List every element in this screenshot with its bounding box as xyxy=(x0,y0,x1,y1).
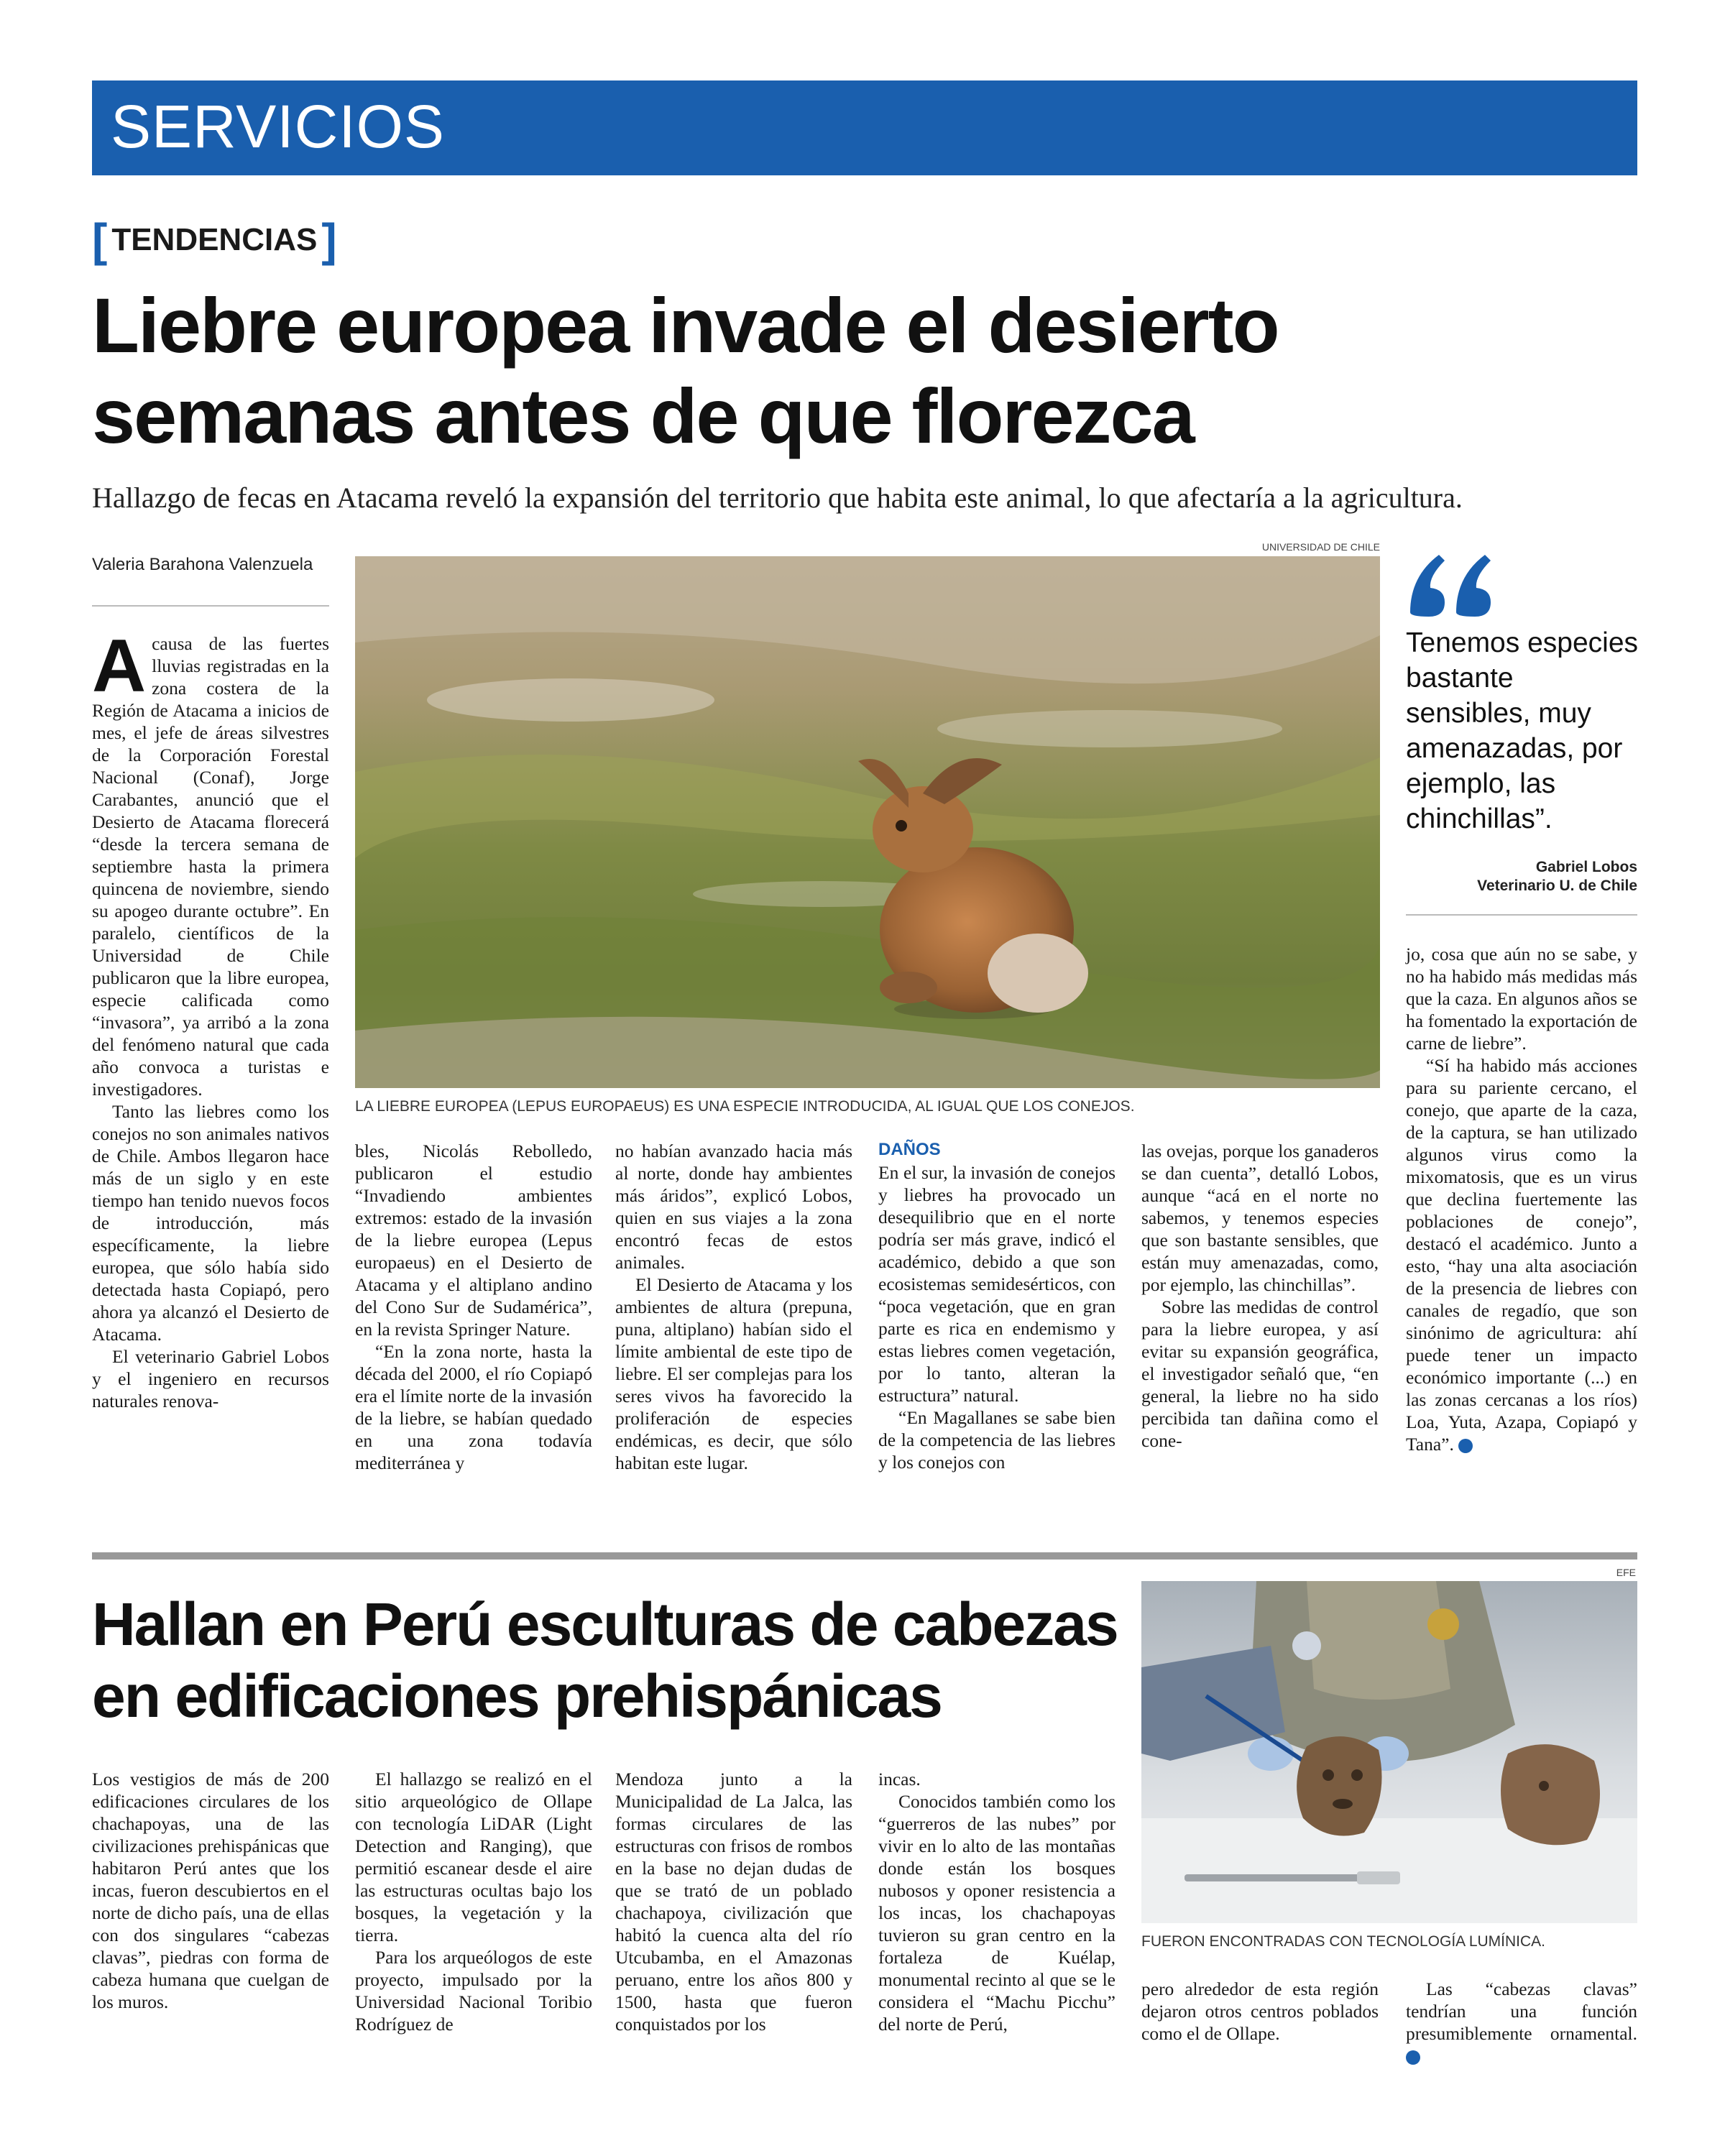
section-subtitle: DAÑOS xyxy=(878,1140,941,1159)
article1-paragraph: Acausa de las fuertes lluvias registradas en la zona costera de la Región de Atacama a inicios de mes, el jefe de áreas silvestres de la Corporación Forestal Nacional (Conaf), Jorge Carabantes, anunció que el Desierto de Atacama florecerá “desde la tercera semana de septiembre hasta la primera quincena de noviembre, siendo su apogeo durante octubre”. En paralelo, científicos de la Universidad de Chile publicaron que la libre europea, especie calificada como “invasora”, ya arribó a la zona del fenómeno natural que cada año convoca a turistas e investigadores. xyxy=(92,625,329,1100)
article1-column-6 xyxy=(1406,943,1637,1455)
drop-cap: A xyxy=(92,625,147,708)
quote-author-name: Gabriel Lobos xyxy=(1535,859,1637,875)
article1-paragraph: no habían avanzado hacia más al norte, donde hay ambientes más áridos”, explicó Lobos, quien en sus viajes a la zona encontró fecas de estos animales. xyxy=(615,1141,852,1273)
article1-paragraph: las ovejas, porque los ganaderos se dan cuenta”, detalló Lobos, aunque “acá en el norte no sabemos, y tenemos especies que son bastante sensibles, que están muy amenazadas, como, por ejemplo, las chinchillas”. xyxy=(1141,1141,1379,1295)
article2-column-1 xyxy=(92,1768,329,2013)
byline-rule xyxy=(92,605,329,607)
article2-paragraph: Los vestigios de más de 200 edificaciones circulares de los chachapoyas, una de las civilizaciones prehispánicas que habitaron Perú antes que los incas, fueron descubiertos en el norte de dicho país, una de ellas con dos singulares “cabezas clavas”, piedras con forma de cabeza humana que cuelgan de los muros. xyxy=(92,1769,329,2012)
sculpture-photo xyxy=(1141,1581,1637,1923)
article2-column-5 xyxy=(1141,1978,1379,2045)
article1-paragraph: bles, Nicolás Rebolledo, publicaron el estudio “Invadiendo ambientes extremos: estado de la invasión de la liebre europea (Lepus europaeus) en el Desierto de Atacama y el altiplano andino del Cono Sur de Sudamérica”, en la revista Springer Nature. xyxy=(355,1141,592,1340)
photo-caption-2: FUERON ENCONTRADAS CON TECNOLOGÍA LUMÍNICA. xyxy=(1141,1933,1546,1950)
pull-quote: Tenemos especies bastante sensibles, muy amenazadas, por ejemplo, las chinchillas”. xyxy=(1406,627,1639,834)
photo-caption: LA LIEBRE EUROPEA (LEPUS EUROPAEUS) ES UNA ESPECIE INTRODUCIDA, AL IGUAL QUE LOS CONEJOS. xyxy=(355,1098,1135,1115)
section-header xyxy=(92,80,1637,175)
article2-paragraph: incas. xyxy=(878,1769,921,1789)
headline: Liebre europea invade el desierto semanas antes de que florezca xyxy=(92,282,1279,459)
end-of-article-icon: › xyxy=(1458,1439,1473,1453)
article1-paragraph: En el sur, la invasión de conejos y liebres ha provocado un desequilibrio que en el norte podría ser más grave, indicó el académico, debido a que son ecosistemas semidesérticos, con “poca vegetación, que en gran parte es rica en endemismo y estas liebres comen vegetación, por lo tanto, alteran la estructura” natural. xyxy=(878,1162,1116,1406)
article1-paragraph: “Sí ha habido más acciones para su pariente cercano, el conejo, que aparte de la caza, de la captura, se han utilizado algunos virus como la mixomatosis, que es un virus que declina fuertemente las poblaciones de conejo”, destacó el académico. Junto a esto, “hay una alta asociación de la presencia de liebres con canales de regadío, que son sinónimo de agricultura: ahí puede tener un impacto económico importante (...) en las zonas cercanas a los ríos) Loa, Yuta, Azapa, Copiapó y Tana”. › xyxy=(1406,1055,1637,1455)
quote-attribution xyxy=(1406,858,1637,895)
article1-paragraph: “En la zona norte, hasta la década del 2000, el río Copiapó era el límite norte de la invasión de la liebre, se habían quedado en una zona todavía mediterránea y xyxy=(355,1341,592,1473)
article1-paragraph: El Desierto de Atacama y los ambientes de altura (prepuna, puna, altiplano) habían sido el límite ambiental de este tipo de liebre. El ser complejas para los seres vivos ha favorecido la proliferación de especies endémicas, es decir, que sólo habitan este lugar. xyxy=(615,1274,852,1473)
hare-photo xyxy=(355,556,1380,1088)
kicker: [ TENDENCIAS ] xyxy=(92,214,337,266)
quote-rule xyxy=(1406,914,1637,916)
article1-column-4 xyxy=(878,1140,1116,1473)
article2-paragraph: pero alrededor de esta región dejaron otros centros poblados como el de Ollape. xyxy=(1141,1978,1379,2044)
article2-paragraph: Para los arqueólogos de este proyecto, impulsado por la Universidad Nacional Toribio Rodríguez de xyxy=(355,1947,592,2035)
article2-column-6 xyxy=(1406,1978,1637,2067)
photo-credit: UNIVERSIDAD DE CHILE xyxy=(1261,541,1380,553)
article2-column-4 xyxy=(878,1768,1116,2035)
article2-column-2 xyxy=(355,1768,592,2035)
article-divider xyxy=(92,1552,1637,1560)
article1-column-3 xyxy=(615,1140,852,1474)
article2-paragraph: Las “cabezas clavas” tendrían una función presumiblemente ornamental. › xyxy=(1406,1978,1637,2065)
quote-author-role: Veterinario U. de Chile xyxy=(1477,877,1637,894)
article2-paragraph: El hallazgo se realizó en el sitio arqueológico de Ollape con tecnología LiDAR (Light Detection and Ranging), que permitió escanear desde el aire las estructuras ocultas bajo los bosques, la vegetación y la tierra. xyxy=(355,1769,592,1945)
photo-credit-2: EFE xyxy=(1616,1567,1636,1578)
article1-column-5 xyxy=(1141,1140,1379,1452)
section-title: SERVICIOS xyxy=(111,93,445,160)
end-of-article-icon: › xyxy=(1406,2050,1420,2065)
quote-mark-icon xyxy=(1403,548,1504,619)
article1-paragraph: Tanto las liebres como los conejos no son animales nativos de Chile. Ambos llegaron hace más de un siglo y en este tiempo han tenido nuevos focos de introducción, más específicamente, la liebre europea, que sólo había sido detectada hasta Copiapó, pero ahora ya alcanzó el Desierto de Atacama. xyxy=(92,1101,329,1345)
article2-paragraph: Conocidos también como los “guerreros de las nubes” por vivir en lo alto de las montañas donde están los bosques nubosos y oponer resistencia a los incas, los chachapoyas tuvieron su gran centro en la fortaleza de Kuélap, monumental recinto al que se le considera el “Machu Picchu” del norte de Perú, xyxy=(878,1791,1116,2035)
article1-column-2 xyxy=(355,1140,592,1474)
article1-paragraph: El veterinario Gabriel Lobos y el ingeniero en recursos naturales renova- xyxy=(92,1346,329,1411)
kicker-label: TENDENCIAS xyxy=(111,222,318,257)
article1-paragraph: “En Magallanes se sabe bien de la competencia de las liebres y los conejos con xyxy=(878,1407,1116,1473)
subheadline: Hallazgo de fecas en Atacama reveló la expansión del territorio que habita este animal, lo que afectaría a la agricultura. xyxy=(92,482,1463,514)
byline: Valeria Barahona Valenzuela xyxy=(92,555,313,574)
article1-column-1 xyxy=(92,625,329,1412)
article1-paragraph: jo, cosa que aún no se sabe, y no ha habido más medidas más que la caza. En algunos años se ha fomentado la exportación de carne de liebre”. xyxy=(1406,944,1637,1054)
headline-2: Hallan en Perú esculturas de cabezas en edificaciones prehispánicas xyxy=(92,1590,1118,1730)
article2-paragraph: Mendoza junto a la Municipalidad de La Jalca, las formas circulares de las estructuras con frisos de rombos en la base no dejan dudas de que se trató de un poblado chachapoya, civilización que habitó la cuenca alta del río Utcubamba, en el Amazonas peruano, entre los años 800 y 1500, hasta que fueron conquistados por los xyxy=(615,1769,853,2035)
article1-paragraph: Sobre las medidas de control para la liebre europea, y así evitar su expansión geográfica, el investigador señaló que, “en general, la liebre no ha sido percibida tan dañina como el cone- xyxy=(1141,1296,1379,1451)
article2-column-3 xyxy=(615,1768,852,2035)
